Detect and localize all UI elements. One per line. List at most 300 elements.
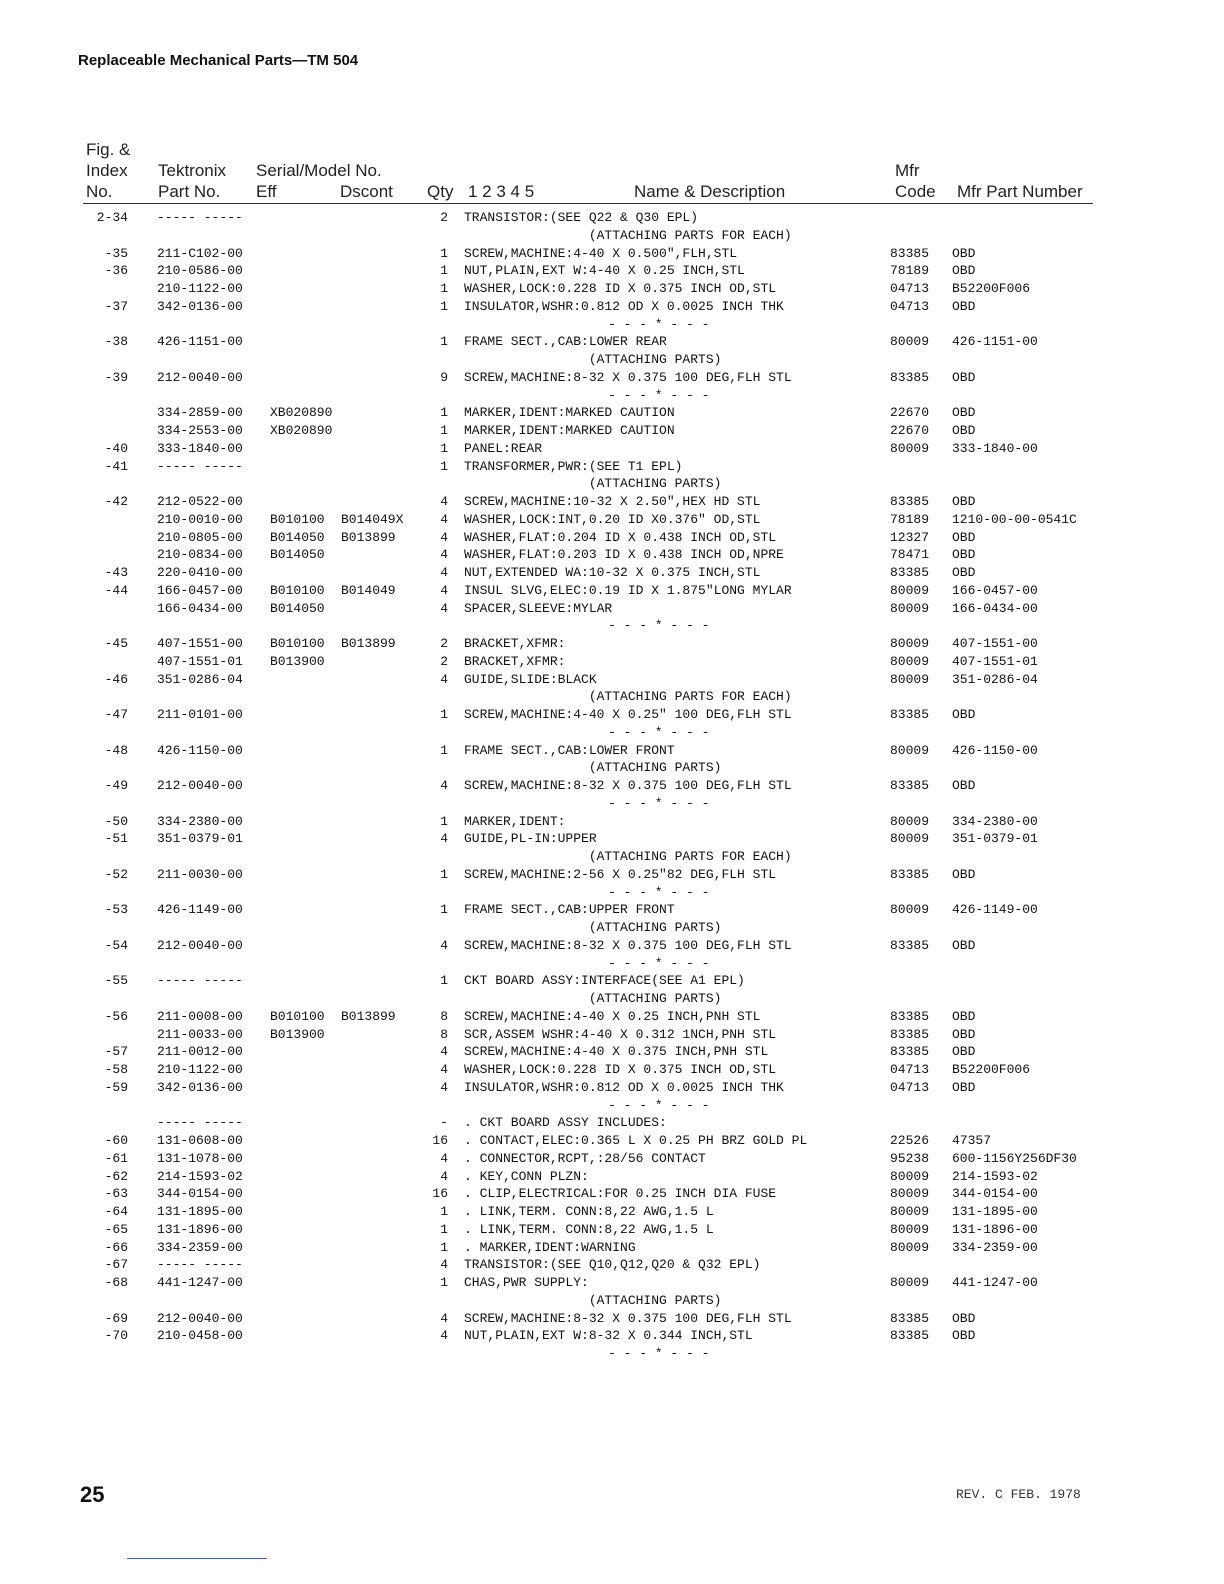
table-row xyxy=(0,742,1224,760)
mfr-part-number-cell: 131-1896-00 xyxy=(952,1221,1038,1237)
mfr-code-cell: 12327 xyxy=(890,529,930,545)
mfr-code-cell: 80009 xyxy=(890,742,930,758)
fig-index-cell: -37 xyxy=(104,298,128,314)
table-row xyxy=(0,1061,1224,1079)
mfr-code-cell: 83385 xyxy=(890,866,930,882)
fig-index-cell: -45 xyxy=(104,636,128,651)
qty-cell: 1 xyxy=(440,263,448,279)
table-row xyxy=(0,600,1224,618)
serial-dscont-cell: B014049X xyxy=(341,511,404,527)
part-number-cell: ----- ----- xyxy=(157,458,243,474)
part-number-cell: 211-0030-00 xyxy=(157,866,243,882)
table-row xyxy=(0,369,1224,387)
table-row xyxy=(0,1256,1224,1274)
table-row xyxy=(0,617,1224,635)
table-row xyxy=(0,1274,1224,1292)
table-row xyxy=(0,990,1224,1008)
mfr-code-cell: 78471 xyxy=(890,547,930,563)
serial-eff-cell: B013900 xyxy=(270,1026,325,1042)
mfr-code-cell: 83385 xyxy=(890,1008,930,1024)
table-row xyxy=(0,848,1224,866)
table-row xyxy=(0,1168,1224,1186)
part-number-cell: 210-1122-00 xyxy=(157,281,243,296)
table-row xyxy=(0,688,1224,706)
description-cell: . LINK,TERM. CONN:8,22 AWG,1.5 L xyxy=(464,1204,714,1219)
qty-cell: 1 xyxy=(440,1204,448,1219)
header-serial-model: Serial/Model No. xyxy=(256,161,382,180)
part-number-cell: 211-0012-00 xyxy=(157,1044,243,1060)
part-number-cell: 334-2380-00 xyxy=(157,813,243,829)
part-number-cell: 166-0434-00 xyxy=(157,600,243,616)
mfr-code-cell: 83385 xyxy=(890,1026,930,1042)
serial-dscont-cell: B013899 xyxy=(341,1008,396,1024)
mfr-code-cell: 80009 xyxy=(890,600,930,616)
table-row xyxy=(0,475,1224,493)
qty-cell: 1 xyxy=(440,866,448,882)
part-number-cell: 212-0040-00 xyxy=(157,1310,243,1326)
part-number-cell: 334-2859-00 xyxy=(157,405,243,421)
qty-cell: 8 xyxy=(440,1008,448,1024)
description-cell: SPACER,SLEEVE:MYLAR xyxy=(464,600,613,616)
mfr-part-number-cell: OBD xyxy=(952,1008,976,1024)
description-cell: (ATTACHING PARTS) xyxy=(464,991,722,1006)
description-cell: MARKER,IDENT: xyxy=(464,813,566,829)
fig-index-cell: -61 xyxy=(104,1150,128,1166)
table-row xyxy=(0,813,1224,831)
table-row xyxy=(0,209,1224,227)
serial-eff-cell: B010100 xyxy=(270,511,325,527)
fig-index-cell: -53 xyxy=(104,902,128,918)
fig-index-cell: -63 xyxy=(104,1186,128,1202)
mfr-part-number-cell: 351-0379-01 xyxy=(952,831,1038,847)
description-cell: SCREW,MACHINE:2-56 X 0.25"82 DEG,FLH STL xyxy=(464,866,777,882)
mfr-code-cell: 78189 xyxy=(890,511,930,527)
qty-cell: 1 xyxy=(440,707,448,722)
table-row xyxy=(0,1310,1224,1328)
description-cell: NUT,EXTENDED WA:10-32 X 0.375 INCH,STL xyxy=(464,565,761,580)
section-separator: - - - * - - - xyxy=(608,724,710,740)
table-row xyxy=(0,955,1224,973)
description-cell: MARKER,IDENT:MARKED CAUTION xyxy=(464,423,675,438)
fig-index-cell: 2-34 xyxy=(96,210,128,225)
fig-index-cell: -40 xyxy=(104,440,128,456)
mfr-code-cell: 80009 xyxy=(890,1186,930,1202)
fig-index-cell: -50 xyxy=(104,813,128,829)
table-row xyxy=(0,635,1224,653)
fig-index-cell: -44 xyxy=(104,582,128,598)
header-rule xyxy=(83,203,1093,204)
part-number-cell: 211-C102-00 xyxy=(157,245,243,261)
header-qty: Qty xyxy=(427,182,454,201)
part-number-cell: 351-0379-01 xyxy=(157,831,243,847)
fig-index-cell: -54 xyxy=(104,937,128,953)
description-cell: (ATTACHING PARTS) xyxy=(464,352,722,367)
mfr-code-cell: 04713 xyxy=(890,1079,930,1095)
header-dscont: Dscont xyxy=(340,182,393,201)
mfr-code-cell: 80009 xyxy=(890,1204,930,1219)
part-number-cell: 210-0458-00 xyxy=(157,1328,243,1344)
header-eff: Eff xyxy=(256,182,277,201)
mfr-code-cell: 80009 xyxy=(890,334,930,350)
part-number-cell: 211-0033-00 xyxy=(157,1026,243,1042)
section-separator: - - - * - - - xyxy=(608,884,710,900)
mfr-code-cell: 80009 xyxy=(890,813,930,829)
mfr-part-number-cell: 426-1150-00 xyxy=(952,742,1038,758)
qty-cell: 8 xyxy=(440,1026,448,1042)
mfr-code-cell: 80009 xyxy=(890,636,930,651)
mfr-code-cell: 83385 xyxy=(890,937,930,953)
description-cell: SCREW,MACHINE:8-32 X 0.375 100 DEG,FLH STL xyxy=(464,369,792,385)
table-row xyxy=(0,564,1224,582)
part-number-cell: ----- ----- xyxy=(157,1257,243,1273)
fig-index-cell: -64 xyxy=(104,1204,128,1219)
parts-list xyxy=(0,209,1224,1363)
serial-eff-cell: B010100 xyxy=(270,1008,325,1024)
mfr-code-cell: 22526 xyxy=(890,1133,930,1148)
header-tektronix-part: Tektronix Part No. xyxy=(158,161,227,201)
description-cell: (ATTACHING PARTS) xyxy=(464,1292,722,1308)
mfr-part-number-cell: OBD xyxy=(952,1044,976,1060)
part-number-cell: 407-1551-00 xyxy=(157,636,243,651)
description-cell: . MARKER,IDENT:WARNING xyxy=(464,1239,636,1255)
section-separator: - - - * - - - xyxy=(608,618,710,634)
fig-index-cell: -68 xyxy=(104,1275,128,1290)
part-number-cell: 342-0136-00 xyxy=(157,298,243,314)
mfr-code-cell: 83385 xyxy=(890,565,930,580)
description-cell: . CKT BOARD ASSY INCLUDES: xyxy=(464,1115,667,1131)
part-number-cell: 426-1151-00 xyxy=(157,334,243,350)
part-number-cell: 210-0834-00 xyxy=(157,547,243,563)
qty-cell: 1 xyxy=(440,973,448,989)
fig-index-cell: -66 xyxy=(104,1239,128,1255)
header-mfr-part-number: Mfr Part Number xyxy=(957,182,1083,201)
qty-cell: 4 xyxy=(440,1150,448,1166)
mfr-code-cell: 83385 xyxy=(890,1310,930,1326)
description-cell: CKT BOARD ASSY:INTERFACE(SEE A1 EPL) xyxy=(464,973,745,989)
mfr-code-cell: 83385 xyxy=(890,1328,930,1344)
table-row xyxy=(0,546,1224,564)
table-row xyxy=(0,1008,1224,1026)
table-row xyxy=(0,298,1224,316)
qty-cell: 2 xyxy=(440,653,448,669)
part-number-cell: 342-0136-00 xyxy=(157,1079,243,1095)
part-number-cell: 344-0154-00 xyxy=(157,1186,243,1202)
description-cell: . CONTACT,ELEC:0.365 L X 0.25 PH BRZ GOLD PL xyxy=(464,1133,808,1148)
qty-cell: 1 xyxy=(440,813,448,829)
serial-dscont-cell: B013899 xyxy=(341,636,396,651)
qty-cell: 1 xyxy=(440,902,448,918)
table-row xyxy=(0,422,1224,440)
mfr-part-number-cell: OBD xyxy=(952,298,976,314)
mfr-code-cell: 83385 xyxy=(890,778,930,793)
mfr-part-number-cell: 407-1551-01 xyxy=(952,653,1038,669)
table-row xyxy=(0,1327,1224,1345)
table-row xyxy=(0,280,1224,298)
table-row xyxy=(0,884,1224,902)
mfr-code-cell: 83385 xyxy=(890,1044,930,1060)
description-cell: (ATTACHING PARTS FOR EACH) xyxy=(464,227,792,243)
mfr-code-cell: 95238 xyxy=(890,1150,930,1166)
mfr-part-number-cell: OBD xyxy=(952,263,976,279)
mfr-code-cell: 80009 xyxy=(890,1221,930,1237)
part-number-cell: ----- ----- xyxy=(157,1115,243,1131)
mfr-code-cell: 04713 xyxy=(890,298,930,314)
table-row xyxy=(0,759,1224,777)
fig-index-cell: -48 xyxy=(104,742,128,758)
mfr-code-cell: 80009 xyxy=(890,1239,930,1255)
qty-cell: 2 xyxy=(440,636,448,651)
serial-eff-cell: B014050 xyxy=(270,547,325,563)
table-row xyxy=(0,316,1224,334)
mfr-part-number-cell: 166-0457-00 xyxy=(952,582,1038,598)
fig-index-cell: -47 xyxy=(104,707,128,722)
part-number-cell: 210-0805-00 xyxy=(157,529,243,545)
description-cell: CHAS,PWR SUPPLY: xyxy=(464,1275,589,1290)
fig-index-cell: -49 xyxy=(104,778,128,793)
mfr-part-number-cell: 333-1840-00 xyxy=(952,440,1038,456)
table-row xyxy=(0,1345,1224,1363)
part-number-cell: 441-1247-00 xyxy=(157,1275,243,1290)
qty-cell: 4 xyxy=(440,582,448,598)
mfr-code-cell: 80009 xyxy=(890,1168,930,1184)
qty-cell: 4 xyxy=(440,671,448,687)
mfr-part-number-cell: 426-1149-00 xyxy=(952,902,1038,918)
table-row xyxy=(0,972,1224,990)
part-number-cell: 210-0010-00 xyxy=(157,511,243,527)
fig-index-cell: -42 xyxy=(104,494,128,509)
description-cell: INSULATOR,WSHR:0.812 OD X 0.0025 INCH THK xyxy=(464,1079,784,1095)
mfr-code-cell: 80009 xyxy=(890,671,930,687)
mfr-part-number-cell: OBD xyxy=(952,1310,976,1326)
description-cell: WASHER,LOCK:INT,0.20 ID X0.376" OD,STL xyxy=(464,511,761,527)
part-number-cell: 131-1078-00 xyxy=(157,1150,243,1166)
qty-cell: 4 xyxy=(440,529,448,545)
mfr-code-cell: 80009 xyxy=(890,653,930,669)
qty-cell: 1 xyxy=(440,1275,448,1290)
description-cell: SCREW,MACHINE:4-40 X 0.25 INCH,PNH STL xyxy=(464,1008,761,1024)
qty-cell: 4 xyxy=(440,494,448,509)
mfr-code-cell: 83385 xyxy=(890,369,930,385)
mfr-part-number-cell: 166-0434-00 xyxy=(952,600,1038,616)
section-separator: - - - * - - - xyxy=(608,1097,710,1113)
description-cell: (ATTACHING PARTS) xyxy=(464,760,722,776)
table-row xyxy=(0,511,1224,529)
qty-cell: 1 xyxy=(440,458,448,474)
table-row xyxy=(0,1097,1224,1115)
fig-index-cell: -38 xyxy=(104,334,128,350)
qty-cell: 4 xyxy=(440,511,448,527)
serial-eff-cell: XB020890 xyxy=(270,405,333,421)
page-title: Replaceable Mechanical Parts—TM 504 xyxy=(78,52,359,69)
description-cell: SCREW,MACHINE:8-32 X 0.375 100 DEG,FLH STL xyxy=(464,778,792,793)
qty-cell: 4 xyxy=(440,1310,448,1326)
qty-cell: 1 xyxy=(440,1239,448,1255)
description-cell: (ATTACHING PARTS FOR EACH) xyxy=(464,849,792,864)
table-row xyxy=(0,333,1224,351)
mfr-part-number-cell: OBD xyxy=(952,423,976,438)
part-number-cell: 211-0008-00 xyxy=(157,1008,243,1024)
table-row xyxy=(0,440,1224,458)
part-number-cell: 131-1896-00 xyxy=(157,1221,243,1237)
section-separator: - - - * - - - xyxy=(608,1346,710,1361)
part-number-cell: 220-0410-00 xyxy=(157,565,243,580)
description-cell: SCREW,MACHINE:10-32 X 2.50",HEX HD STL xyxy=(464,494,761,509)
mfr-part-number-cell: OBD xyxy=(952,245,976,261)
mfr-part-number-cell: 1210-00-00-0541C xyxy=(952,511,1077,527)
header-fig-index: Fig. & Index No. xyxy=(86,140,131,201)
section-separator: - - - * - - - xyxy=(608,316,710,332)
mfr-part-number-cell: OBD xyxy=(952,937,976,953)
table-row xyxy=(0,671,1224,689)
fig-index-cell: -55 xyxy=(104,973,128,989)
mfr-part-number-cell: OBD xyxy=(952,529,976,545)
mfr-part-number-cell: 47357 xyxy=(952,1133,992,1148)
qty-cell: 1 xyxy=(440,1221,448,1237)
fig-index-cell: -52 xyxy=(104,866,128,882)
qty-cell: 1 xyxy=(440,334,448,350)
table-row xyxy=(0,582,1224,600)
table-row xyxy=(0,1043,1224,1061)
fig-index-cell: -60 xyxy=(104,1133,128,1148)
description-cell: FRAME SECT.,CAB:LOWER FRONT xyxy=(464,742,675,758)
table-row xyxy=(0,1203,1224,1221)
header-levels: 1 2 3 4 5 xyxy=(468,182,535,201)
description-cell: SCREW,MACHINE:8-32 X 0.375 100 DEG,FLH STL xyxy=(464,1310,792,1326)
part-number-cell: 214-1593-02 xyxy=(157,1168,243,1184)
part-number-cell: 407-1551-01 xyxy=(157,653,243,669)
footer-link-underline xyxy=(127,1558,267,1559)
fig-index-cell: -67 xyxy=(104,1257,128,1273)
description-cell: SCREW,MACHINE:8-32 X 0.375 100 DEG,FLH STL xyxy=(464,937,792,953)
mfr-code-cell: 22670 xyxy=(890,405,930,421)
description-cell: . CONNECTOR,RCPT,:28/56 CONTACT xyxy=(464,1150,706,1166)
description-cell: . LINK,TERM. CONN:8,22 AWG,1.5 L xyxy=(464,1221,714,1237)
mfr-part-number-cell: OBD xyxy=(952,565,976,580)
table-row xyxy=(0,493,1224,511)
qty-cell: 16 xyxy=(432,1186,448,1202)
mfr-part-number-cell: OBD xyxy=(952,778,976,793)
mfr-code-cell: 04713 xyxy=(890,281,930,296)
mfr-part-number-cell: 407-1551-00 xyxy=(952,636,1038,651)
qty-cell: 1 xyxy=(440,440,448,456)
table-row xyxy=(0,1132,1224,1150)
qty-cell: 2 xyxy=(440,210,448,225)
qty-cell: 4 xyxy=(440,1062,448,1077)
description-cell: INSULATOR,WSHR:0.812 OD X 0.0025 INCH THK xyxy=(464,298,784,314)
qty-cell: 4 xyxy=(440,600,448,616)
fig-index-cell: -65 xyxy=(104,1221,128,1237)
description-cell: SCR,ASSEM WSHR:4-40 X 0.312 1NCH,PNH STL xyxy=(464,1026,777,1042)
qty-cell: 1 xyxy=(440,405,448,421)
section-separator: - - - * - - - xyxy=(608,387,710,403)
fig-index-cell: -69 xyxy=(104,1310,128,1326)
mfr-part-number-cell: 600-1156Y256DF30 xyxy=(952,1150,1077,1166)
part-number-cell: 212-0522-00 xyxy=(157,494,243,509)
table-row xyxy=(0,227,1224,245)
qty-cell: 4 xyxy=(440,565,448,580)
table-row xyxy=(0,795,1224,813)
mfr-code-cell: 78189 xyxy=(890,263,930,279)
mfr-part-number-cell: OBD xyxy=(952,369,976,385)
part-number-cell: ----- ----- xyxy=(157,973,243,989)
serial-dscont-cell: B014049 xyxy=(341,582,396,598)
description-cell: WASHER,LOCK:0.228 ID X 0.375 INCH OD,STL xyxy=(464,1062,777,1077)
mfr-code-cell: 80009 xyxy=(890,440,930,456)
fig-index-cell: -35 xyxy=(104,245,128,261)
fig-index-cell: -56 xyxy=(104,1008,128,1024)
table-row xyxy=(0,724,1224,742)
qty-cell: 4 xyxy=(440,1257,448,1273)
part-number-cell: 334-2359-00 xyxy=(157,1239,243,1255)
description-cell: TRANSISTOR:(SEE Q10,Q12,Q20 & Q32 EPL) xyxy=(464,1257,761,1273)
mfr-part-number-cell: OBD xyxy=(952,707,976,722)
part-number-cell: 426-1149-00 xyxy=(157,902,243,918)
mfr-part-number-cell: 214-1593-02 xyxy=(952,1168,1038,1184)
qty-cell: 4 xyxy=(440,831,448,847)
part-number-cell: 334-2553-00 xyxy=(157,423,243,438)
mfr-part-number-cell: OBD xyxy=(952,494,976,509)
serial-eff-cell: B010100 xyxy=(270,636,325,651)
qty-cell: 4 xyxy=(440,1044,448,1060)
qty-cell: 9 xyxy=(440,369,448,385)
qty-cell: 1 xyxy=(440,742,448,758)
table-row xyxy=(0,387,1224,405)
description-cell: . CLIP,ELECTRICAL:FOR 0.25 INCH DIA FUSE xyxy=(464,1186,777,1202)
mfr-part-number-cell: 334-2359-00 xyxy=(952,1239,1038,1255)
description-cell: TRANSFORMER,PWR:(SEE T1 EPL) xyxy=(464,458,683,474)
mfr-code-cell: 22670 xyxy=(890,423,930,438)
page-number: 25 xyxy=(80,1482,105,1507)
mfr-code-cell: 80009 xyxy=(890,582,930,598)
table-row xyxy=(0,1292,1224,1310)
qty-cell: 1 xyxy=(440,281,448,296)
part-number-cell: 211-0101-00 xyxy=(157,707,243,722)
table-row xyxy=(0,919,1224,937)
fig-index-cell: -51 xyxy=(104,831,128,847)
part-number-cell: 212-0040-00 xyxy=(157,937,243,953)
mfr-part-number-cell: OBD xyxy=(952,1328,976,1344)
description-cell: SCREW,MACHINE:4-40 X 0.375 INCH,PNH STL xyxy=(464,1044,769,1060)
fig-index-cell: -70 xyxy=(104,1328,128,1344)
mfr-code-cell: 04713 xyxy=(890,1062,930,1077)
description-cell: FRAME SECT.,CAB:LOWER REAR xyxy=(464,334,667,350)
header-mfr-code: Mfr Code xyxy=(895,161,936,201)
table-row xyxy=(0,262,1224,280)
description-cell: . KEY,CONN PLZN: xyxy=(464,1168,589,1184)
mfr-part-number-cell: OBD xyxy=(952,405,976,421)
description-cell: (ATTACHING PARTS FOR EACH) xyxy=(464,689,792,705)
description-cell: NUT,PLAIN,EXT W:8-32 X 0.344 INCH,STL xyxy=(464,1328,753,1344)
mfr-part-number-cell: OBD xyxy=(952,547,976,563)
description-cell: WASHER,FLAT:0.203 ID X 0.438 INCH OD,NPRE xyxy=(464,547,784,563)
serial-eff-cell: B014050 xyxy=(270,600,325,616)
part-number-cell: ----- ----- xyxy=(157,210,243,225)
table-row xyxy=(0,404,1224,422)
description-cell: GUIDE,SLIDE:BLACK xyxy=(464,671,597,687)
description-cell: GUIDE,PL-IN:UPPER xyxy=(464,831,597,847)
description-cell: BRACKET,XFMR: xyxy=(464,636,566,651)
mfr-part-number-cell: 426-1151-00 xyxy=(952,334,1038,350)
table-row xyxy=(0,653,1224,671)
description-cell: (ATTACHING PARTS) xyxy=(464,476,722,492)
table-row xyxy=(0,1150,1224,1168)
qty-cell: 1 xyxy=(440,423,448,438)
table-row xyxy=(0,1079,1224,1097)
revision-date: REV. C FEB. 1978 xyxy=(956,1487,1081,1502)
part-number-cell: 212-0040-00 xyxy=(157,369,243,385)
fig-index-cell: -39 xyxy=(104,369,128,385)
table-row xyxy=(0,706,1224,724)
